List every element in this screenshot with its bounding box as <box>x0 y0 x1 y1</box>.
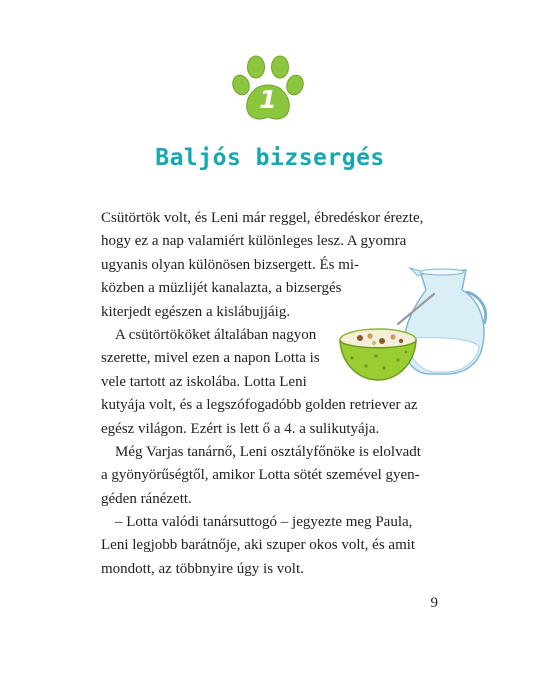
text-line: mondott, az többnyire úgy is volt. <box>101 560 304 577</box>
text-line: kiterjedt egészen a kislábujjáig. <box>101 303 291 320</box>
text-line: A csütörtököket általában nagyon <box>115 326 317 343</box>
text-line: hogy ez a nap valamiért különleges lesz. A gyomra <box>101 233 407 250</box>
chapter-number: 1 <box>259 85 277 114</box>
text-line: egész világon. Ezért is lett ő a 4. a sulikutyája. <box>101 420 380 437</box>
text-line: Leni legjobb barátnője, aki szuper okos volt, és amit <box>101 537 416 554</box>
text-line: – Lotta valódi tanársuttogó – jegyezte meg Paula, <box>115 514 413 531</box>
milk-jug-and-cereal-bowl-illustration <box>338 262 490 387</box>
text-line: vele tartott az iskolába. Lotta Leni <box>101 373 307 390</box>
text-line: a gyönyörűségtől, amikor Lotta sötét szemével gyen- <box>101 467 420 484</box>
text-line: géden ránézett. <box>101 490 192 507</box>
text-line: közben a müzlijét kanalazta, a bizsergés <box>101 280 342 297</box>
text-line: szerette, mivel ezen a napon Lotta is <box>101 350 320 367</box>
text-line: Csütörtök volt, és Leni már reggel, ébredéskor érezte, <box>101 210 424 226</box>
text-line: Még Varjas tanárnő, Leni osztályfőnöke is elolvadt <box>115 443 421 460</box>
chapter-title: Baljós bizsergés <box>155 145 385 171</box>
text-line: kutyája volt, és a legszófogadóbb golden retriever az <box>101 397 418 414</box>
text-line: ugyanis olyan különösen bizsergett. És mi- <box>101 256 360 273</box>
page-number: 9 <box>430 595 438 611</box>
milk-jug-icon <box>404 268 486 374</box>
